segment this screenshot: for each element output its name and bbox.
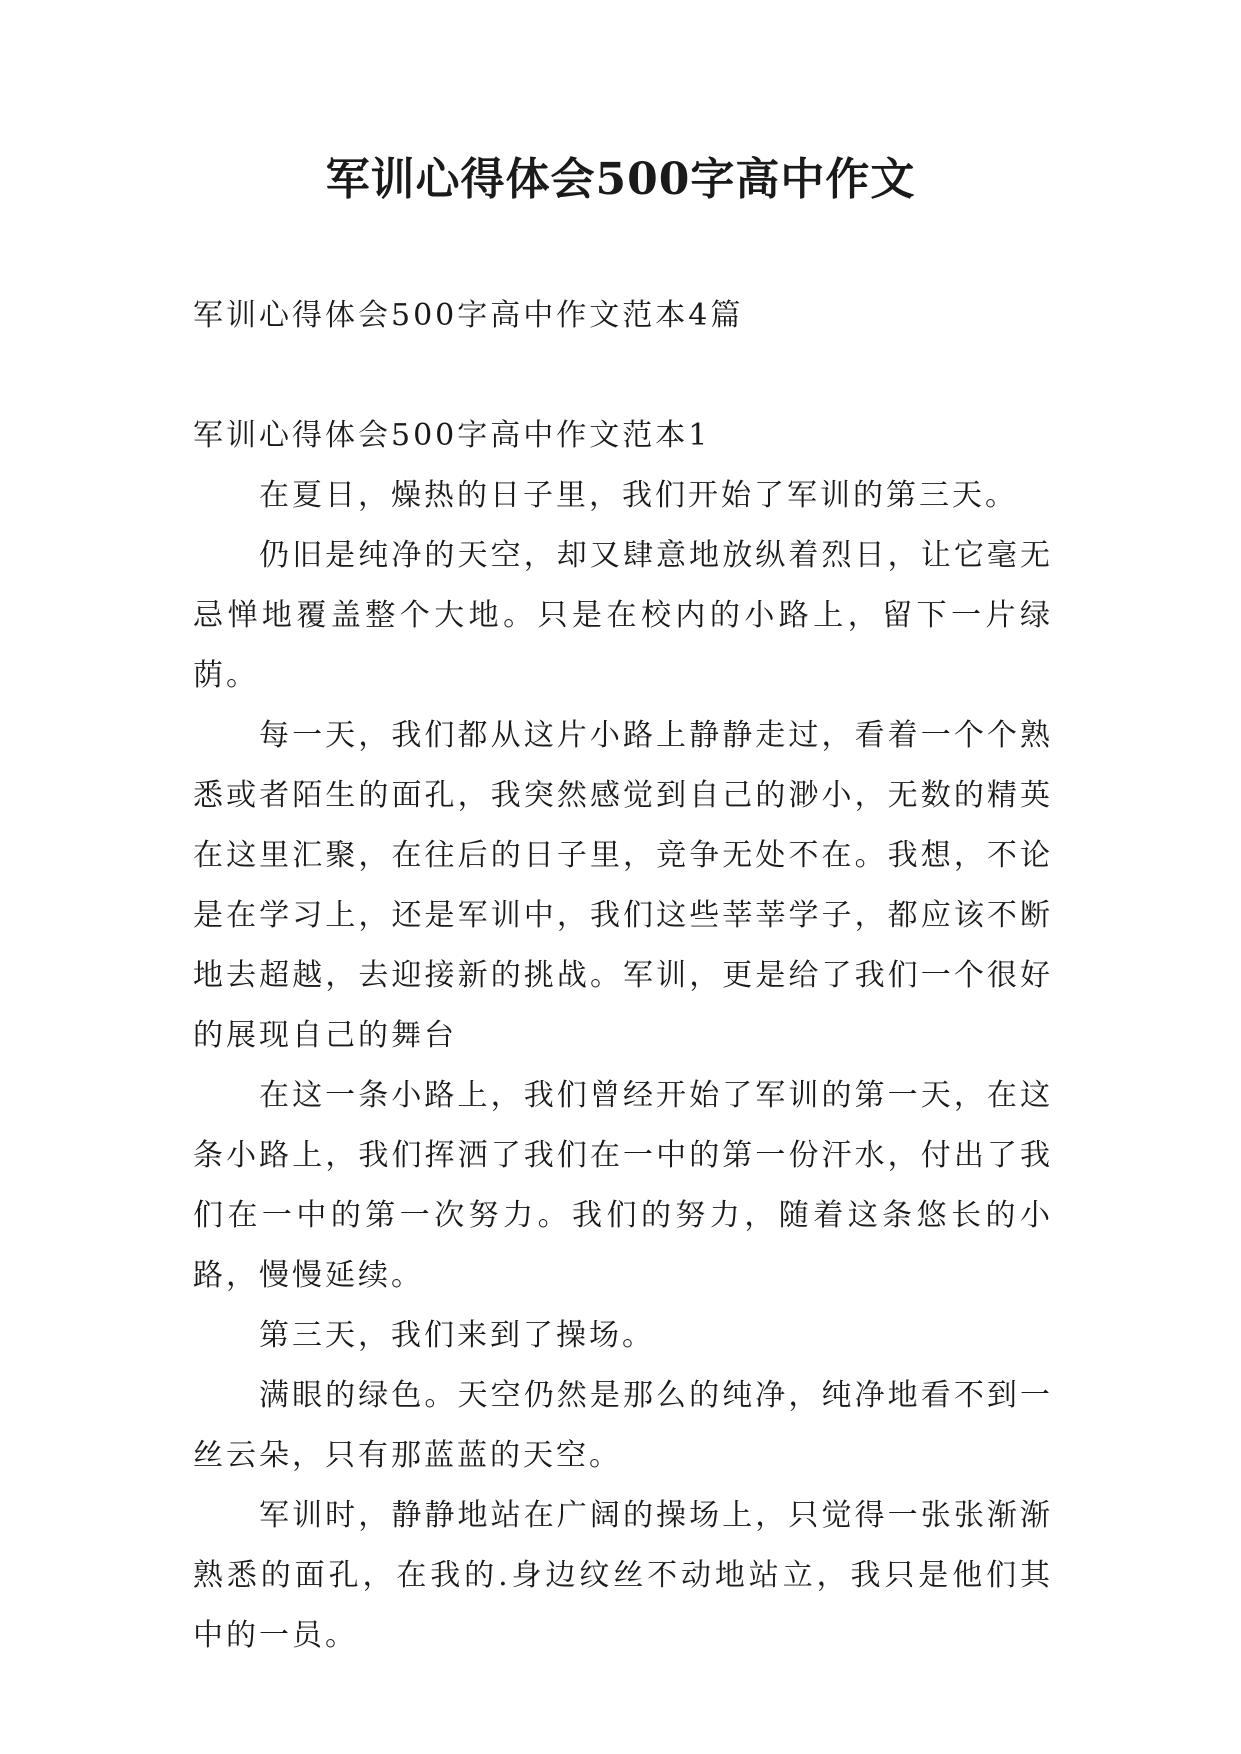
paragraph: 每一天，我们都从这片小路上静静走过，看着一个个熟悉或者陌生的面孔，我突然感觉到自己的渺小，无数的精英在这里汇聚，在往后的日子里，竞争无处不在。我想，不论是在学习上，还是军训中，我们这些莘莘学子，都应该不断地去超越，去迎接新的挑战。军训，更是给了我们一个很好的展现自己的舞台 xyxy=(193,718,1053,1053)
section-heading: 军训心得体会500字高中作文范本1 xyxy=(193,418,711,453)
document-body xyxy=(193,406,1053,1666)
paragraph: 仍旧是纯净的天空，却又肆意地放纵着烈日，让它毫无忌惮地覆盖整个大地。只是在校内的小路上，留下一片绿荫。 xyxy=(193,538,1053,693)
paragraph: 在夏日，燥热的日子里，我们开始了军训的第三天。 xyxy=(259,478,1018,513)
document-subtitle: 军训心得体会500字高中作文范本4篇 xyxy=(193,298,744,333)
document-title: 军训心得体会500字高中作文 xyxy=(325,154,916,205)
paragraph: 在这一条小路上，我们曾经开始了军训的第一天，在这条小路上，我们挥洒了我们在一中的第一份汗水，付出了我们在一中的第一次努力。我们的努力，随着这条悠长的小路，慢慢延续。 xyxy=(193,1078,1053,1293)
paragraph: 军训时，静静地站在广阔的操场上，只觉得一张张渐渐熟悉的面孔，在我的.身边纹丝不动地站立，我只是他们其中的一员。 xyxy=(193,1498,1053,1653)
paragraph: 满眼的绿色。天空仍然是那么的纯净，纯净地看不到一丝云朵，只有那蓝蓝的天空。 xyxy=(193,1378,1053,1473)
paragraph: 第三天，我们来到了操场。 xyxy=(259,1318,655,1353)
